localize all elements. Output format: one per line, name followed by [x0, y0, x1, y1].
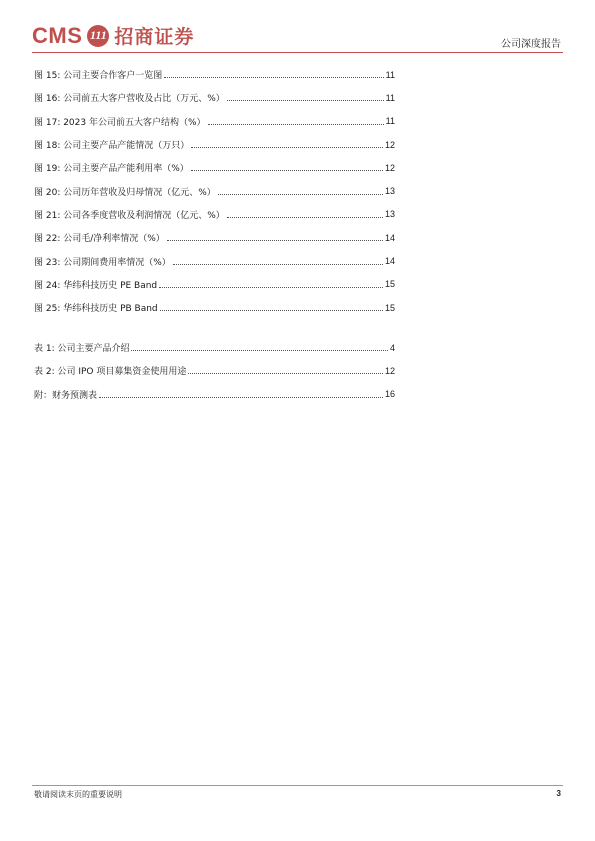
- toc-entry-figure[interactable]: [34, 226, 395, 249]
- toc-entry-figure[interactable]: [34, 133, 395, 156]
- toc-entry-table[interactable]: [34, 383, 395, 406]
- toc-entry-table[interactable]: [34, 336, 395, 359]
- toc-entry-label: 图 22: 公司毛/净利率情况（%）: [34, 234, 165, 245]
- logo-badge-icon: 111: [87, 25, 109, 47]
- toc-entry-figure[interactable]: [34, 110, 395, 133]
- toc-entry-label: 附：财务预测表: [34, 390, 98, 401]
- dot-leader: [167, 240, 383, 241]
- toc-entry-figure[interactable]: [34, 249, 395, 272]
- toc-entry-page: 12: [384, 139, 395, 150]
- toc-entry-table[interactable]: [34, 359, 395, 382]
- dot-leader: [218, 194, 383, 195]
- toc-entry-figure[interactable]: [34, 63, 395, 86]
- table-index: [34, 336, 395, 406]
- dot-leader: [173, 264, 383, 265]
- dot-leader: [159, 287, 383, 288]
- page-header: [0, 0, 595, 60]
- toc-entry-label: 表 1: 公司主要产品介绍: [34, 344, 130, 355]
- footer-disclaimer: 敬请阅读末页的重要说明: [34, 790, 122, 799]
- footer-divider: [32, 785, 563, 786]
- report-type: 公司深度报告: [501, 39, 561, 50]
- dot-leader: [99, 397, 383, 398]
- toc-entry-figure[interactable]: [34, 203, 395, 226]
- toc-entry-figure[interactable]: [34, 86, 395, 109]
- toc-entry-label: 图 18: 公司主要产品产能情况（万只）: [34, 141, 190, 152]
- dot-leader: [227, 217, 383, 218]
- toc-entry-page: 11: [385, 116, 395, 127]
- toc-entry-page: 12: [384, 162, 395, 173]
- dot-leader: [208, 124, 384, 125]
- toc-entry-figure[interactable]: [34, 273, 395, 296]
- toc-entry-label: 图 25: 华纬科技历史 PB Band: [34, 304, 158, 315]
- toc-entry-page: 15: [384, 302, 395, 313]
- dot-leader: [227, 100, 384, 101]
- dot-leader: [191, 170, 383, 171]
- dot-leader: [131, 350, 388, 351]
- toc-entry-page: 15: [384, 279, 395, 290]
- cms-logo: [32, 22, 194, 49]
- toc-entry-label: 表 2: 公司 IPO 项目募集资金使用用途: [34, 367, 187, 378]
- logo-text: CMS: [32, 22, 83, 48]
- toc-entry-figure[interactable]: [34, 179, 395, 202]
- toc-entry-label: 图 23: 公司期间费用率情况（%）: [34, 257, 171, 268]
- page-number: 3: [556, 789, 561, 798]
- toc-entry-figure[interactable]: [34, 156, 395, 179]
- dot-leader: [188, 373, 383, 374]
- toc-entry-label: 图 15: 公司主要合作客户一览图: [34, 71, 163, 82]
- toc-entry-figure[interactable]: [34, 296, 395, 319]
- dot-leader: [191, 147, 383, 148]
- toc-entry-page: 4: [389, 342, 395, 353]
- dot-leader: [160, 310, 383, 311]
- toc-entry-label: 图 16: 公司前五大客户营收及占比（万元、%）: [34, 94, 225, 105]
- toc-entry-page: 14: [384, 232, 395, 243]
- toc-entry-label: 图 19: 公司主要产品产能利用率（%）: [34, 164, 189, 175]
- toc-entry-page: 16: [384, 389, 395, 400]
- toc-entry-page: 14: [384, 256, 395, 267]
- toc-entry-label: 图 20: 公司历年营收及归母情况（亿元、%）: [34, 187, 216, 198]
- dot-leader: [164, 77, 383, 78]
- figure-index: [34, 63, 395, 319]
- toc-entry-page: 11: [385, 69, 395, 80]
- toc-entry-page: 12: [384, 365, 395, 376]
- toc-entry-label: 图 21: 公司各季度营收及利润情况（亿元、%）: [34, 210, 225, 221]
- toc-entry-page: 13: [384, 186, 395, 197]
- logo-name: 招商证券: [114, 26, 195, 48]
- toc-entry-page: 13: [384, 209, 395, 220]
- toc-entry-label: 图 24: 华纬科技历史 PE Band: [34, 280, 158, 291]
- toc-entry-page: 11: [385, 92, 395, 103]
- header-divider: [32, 52, 563, 53]
- toc-entry-label: 图 17: 2023 年公司前五大客户结构（%）: [34, 117, 206, 128]
